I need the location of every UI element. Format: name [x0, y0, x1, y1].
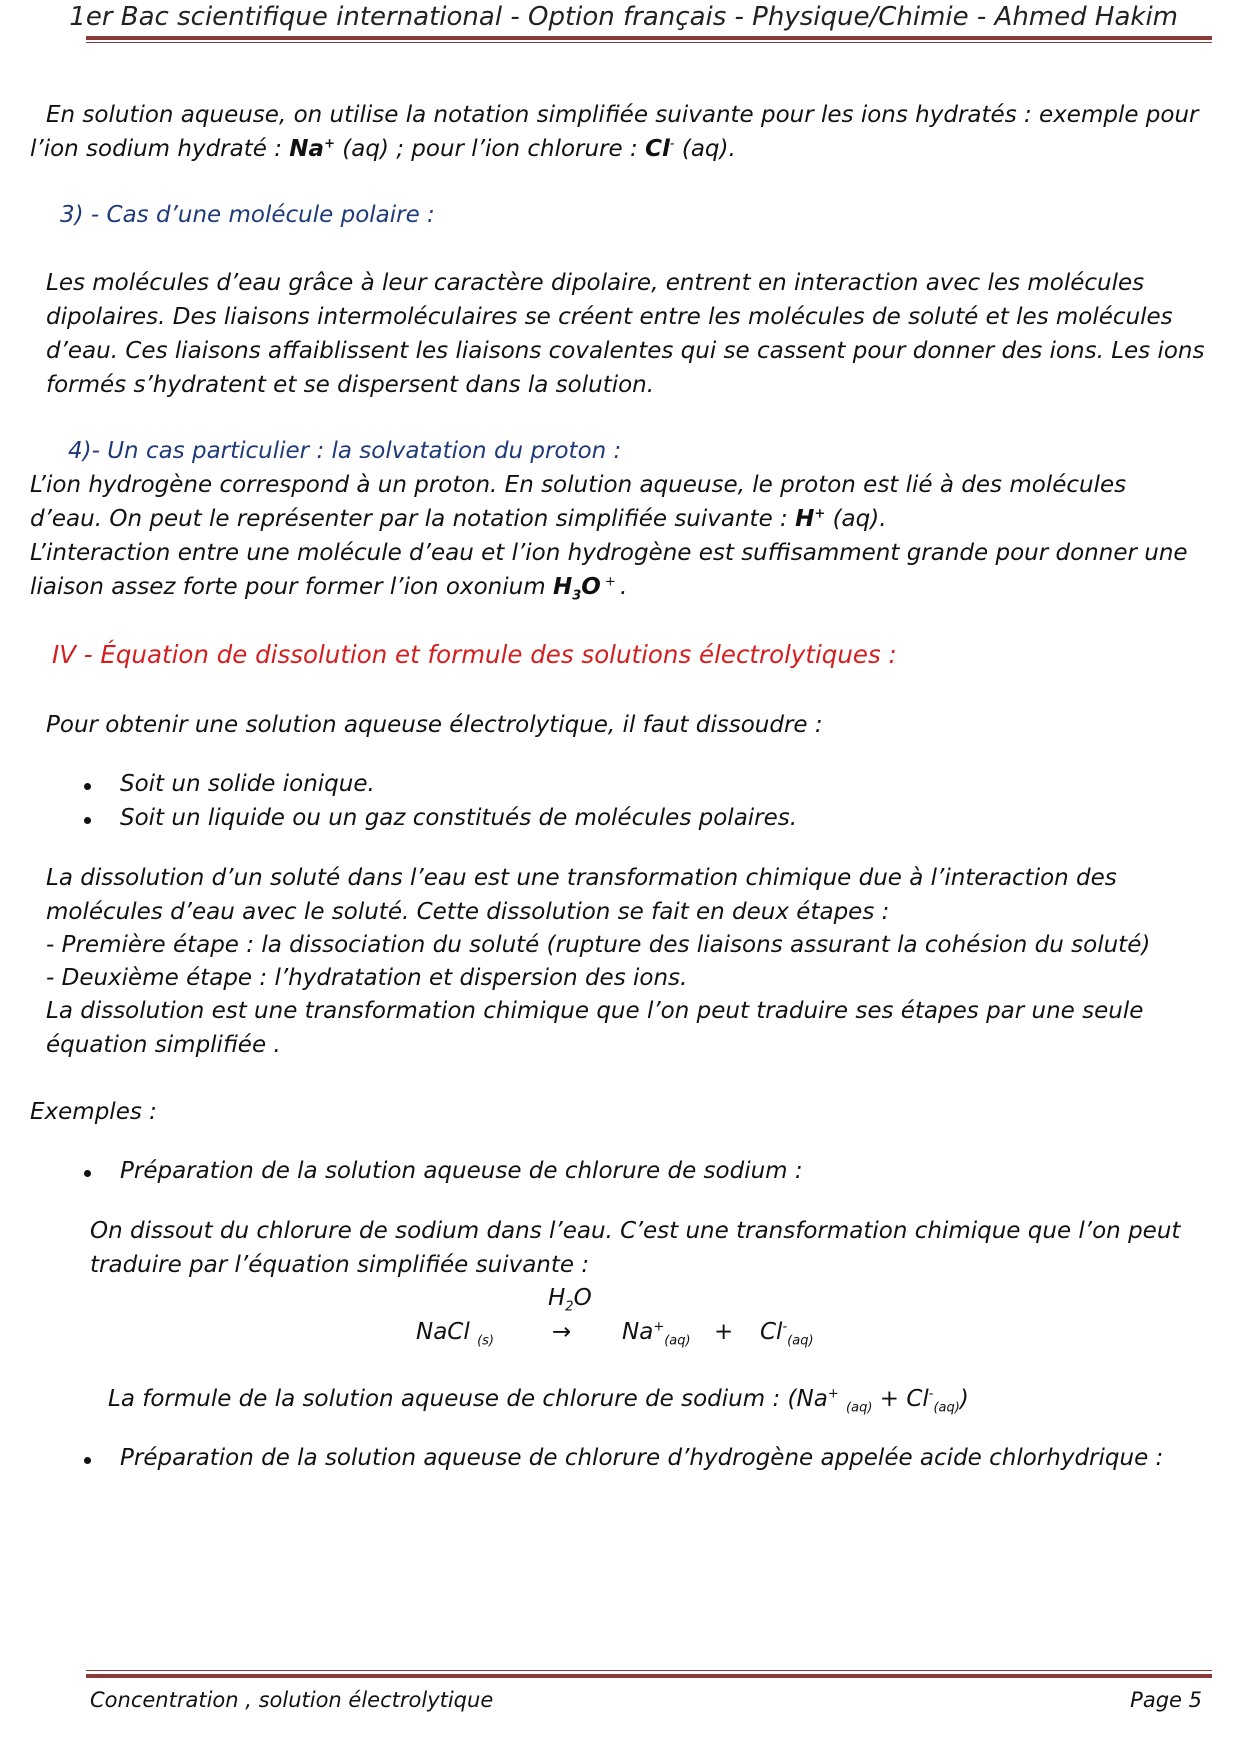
section-iv-para-line-5: La dissolution est une transformation chimique que l’on peut traduire ses étapes par une seule — [46, 998, 1144, 1024]
section-4-line-4: liaison assez forte pour former l’ion oxonium $H_3O$ + . — [30, 574, 628, 604]
section-iv-para-line-2: molécules d’eau avec le soluté. Cette dissolution se fait en deux étapes : — [46, 899, 890, 925]
header-rule-thin — [86, 42, 1212, 43]
example-1-formula: La formule de la solution aqueuse de chlorure de sodium : (Na+ $_{(aq)} + Cl^-_{(aq)}$) — [108, 1386, 969, 1416]
intro-line-2: l’ion sodium hydraté : Na+ (aq) ; pour l’ion chlorure : Cl- (aq). — [30, 136, 736, 162]
section-iv-title: IV - Équation de dissolution et formule des solutions électrolytiques : — [52, 640, 897, 669]
list-item: Soit un liquide ou un gaz constitués de molécules polaires. — [120, 805, 798, 831]
section-4-line-2: d’eau. On peut le représenter par la notation simplifiée suivante : H+ (aq). — [30, 506, 887, 532]
footer-rule-thin — [86, 1670, 1212, 1671]
section-iv-para-line-6: équation simplifiée . — [46, 1032, 281, 1058]
section-iv-para-line-4: - Deuxième étape : l’hydratation et dispersion des ions. — [46, 965, 688, 991]
section-iv-para-line-1: La dissolution d’un soluté dans l’eau est une transformation chimique due à l’interaction des — [46, 865, 1117, 891]
footer-chapter-title: Concentration , solution électrolytique — [90, 1688, 494, 1712]
equation-product-2: $Cl^-_{(aq)}$ — [760, 1319, 814, 1349]
example-1-desc-line-1: On dissout du chlorure de sodium dans l’eau. C’est une transformation chimique que l’on peut — [90, 1218, 1181, 1244]
section-iv-intro: Pour obtenir une solution aqueuse électrolytique, il faut dissoudre : — [46, 712, 823, 738]
bullet-icon — [84, 1457, 91, 1464]
equation-solvent: $H_2O$ — [548, 1285, 592, 1315]
section-4-title: 4)- Un cas particulier : la solvatation du proton : — [68, 438, 622, 464]
equation-product-1: $Na^+_{(aq)}$ — [622, 1319, 691, 1349]
header-rule — [86, 36, 1212, 40]
example-1-title: Préparation de la solution aqueuse de chlorure de sodium : — [120, 1158, 803, 1184]
equation-plus: + — [714, 1319, 734, 1345]
example-2-title: Préparation de la solution aqueuse de chlorure d’hydrogène appelée acide chlorhydrique : — [120, 1445, 1164, 1471]
bullet-icon — [84, 1170, 91, 1177]
bullet-icon — [84, 817, 91, 824]
section-4-line-1: L’ion hydrogène correspond à un proton. En solution aqueuse, le proton est lié à des molécules — [30, 472, 1127, 498]
list-item: Soit un solide ionique. — [120, 771, 375, 797]
header-title: 1er Bac scientifique international - Option français - Physique/Chimie - Ahmed Hakim — [69, 2, 1178, 32]
section-3-line-1: Les molécules d’eau grâce à leur caractère dipolaire, entrent en interaction avec les molécules — [46, 270, 1145, 296]
equation-arrow: → — [552, 1319, 572, 1345]
section-3-line-2: dipolaires. Des liaisons intermoléculaires se créent entre les molécules de soluté et les molécules — [46, 304, 1173, 330]
footer-page-number: Page 5 — [1130, 1688, 1202, 1712]
section-3-line-4: formés s’hydratent et se dispersent dans la solution. — [46, 372, 655, 398]
footer-rule — [86, 1674, 1212, 1678]
intro-line-1: En solution aqueuse, on utilise la notation simplifiée suivante pour les ions hydratés : exemple pour — [46, 102, 1199, 128]
section-4-line-3: L’interaction entre une molécule d’eau et l’ion hydrogène est suffisamment grande pour donner une — [30, 540, 1188, 566]
example-1-desc-line-2: traduire par l’équation simplifiée suivante : — [90, 1252, 590, 1278]
section-3-line-3: d’eau. Ces liaisons affaiblissent les liaisons covalentes qui se cassent pour donner des ions. Les ions — [46, 338, 1205, 364]
examples-label: Exemples : — [30, 1099, 157, 1125]
equation-reactant: NaCl $_{(s)}$ — [416, 1319, 494, 1349]
section-3-title: 3) - Cas d’une molécule polaire : — [60, 202, 435, 228]
section-iv-para-line-3: - Première étape : la dissociation du soluté (rupture des liaisons assurant la cohésion du soluté) — [46, 932, 1151, 958]
bullet-icon — [84, 783, 91, 790]
